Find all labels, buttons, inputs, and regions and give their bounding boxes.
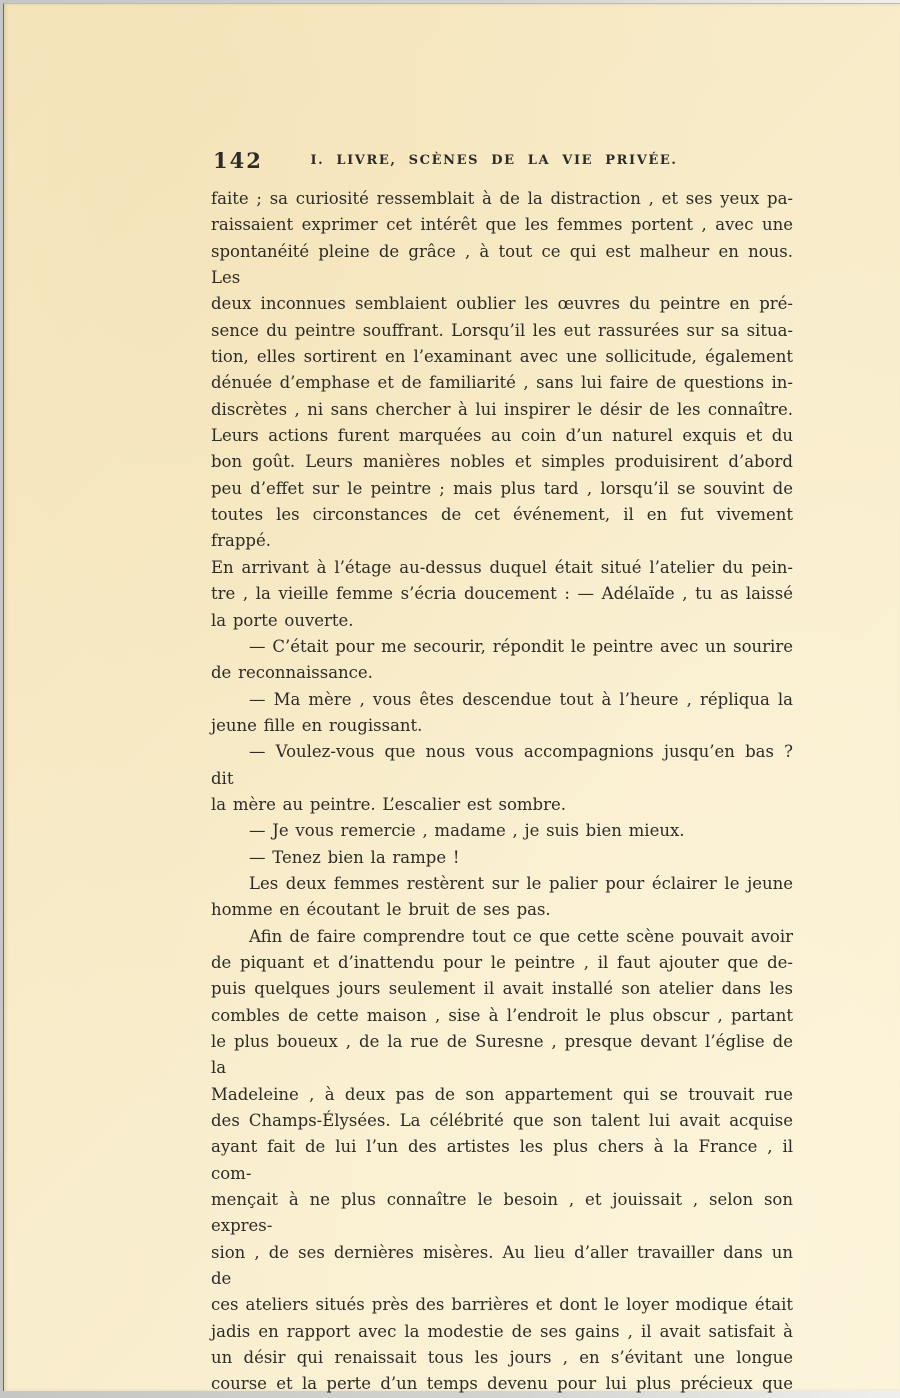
text-line: faite ; sa curiosité ressemblait à de la distraction , et ses yeux pa-: [211, 189, 793, 208]
text-line: — Tenez bien la rampe !: [249, 847, 460, 867]
paragraph: [211, 924, 793, 1398]
text-line: dénuée d’emphase et de familiarité , sans lui faire de questions in-: [211, 373, 793, 393]
text-line: — C’était pour me secourir, répondit le peintre avec un sourire: [249, 636, 793, 656]
text-line: de reconnaissance.: [211, 663, 373, 683]
paragraph: [211, 845, 793, 871]
text-line: sence du peintre souffrant. Lorsqu’il les eut rassurées sur sa situa-: [211, 320, 793, 340]
page-body-text: [211, 186, 793, 1398]
text-line: Madeleine , à deux pas de son appartement qui se trouvait rue: [211, 1084, 793, 1104]
text-line: raissaient exprimer cet intérêt que les femmes portent , avec une: [211, 215, 793, 235]
text-line: En arrivant à l’étage au-dessus duquel était situé l’atelier du pein-: [211, 557, 793, 577]
text-line: course et la perte d’un temps devenu pour lui plus précieux que: [211, 1374, 793, 1394]
running-header-title: I. LIVRE, SCÈNES DE LA VIE PRIVÉE.: [310, 153, 678, 168]
text-line: des Champs-Élysées. La célébrité que son talent lui avait acquise: [211, 1111, 793, 1131]
text-line: discrètes , ni sans chercher à lui inspirer le désir de les connaître.: [211, 399, 793, 419]
text-line: deux inconnues semblaient oublier les œuvres du peintre en pré-: [211, 294, 793, 314]
text-line: la mère au peintre. L’escalier est sombre.: [211, 794, 567, 814]
running-header: [211, 148, 793, 172]
paragraph: [211, 871, 793, 924]
text-line: Les deux femmes restèrent sur le palier pour éclairer le jeune: [249, 873, 793, 893]
text-line: combles de cette maison , sise à l’endroit le plus obscur , partant: [211, 1005, 793, 1025]
text-line: le plus boueux , de la rue de Suresne , presque devant l’église de la: [211, 1032, 793, 1078]
text-line: — Ma mère , vous êtes descendue tout à l’heure , répliqua la: [249, 689, 793, 709]
text-line: tion, elles sortirent en l’examinant avec une sollicitude, également: [211, 347, 793, 367]
text-line: bon goût. Leurs manières nobles et simples produisirent d’abord: [211, 452, 793, 472]
book-page: [3, 3, 900, 1394]
text-line: homme en écoutant le bruit de ses pas.: [211, 900, 551, 920]
text-line: Leurs actions furent marquées au coin d’un naturel exquis et du: [211, 426, 793, 446]
text-line: ayant fait de lui l’un des artistes les plus chers à la France , il com-: [211, 1137, 793, 1183]
text-line: peu d’effet sur le peintre ; mais plus tard , lorsqu’il se souvint de: [211, 478, 793, 498]
text-line: mençait à ne plus connaître le besoin , et jouissait , selon son expres-: [211, 1190, 793, 1236]
text-line: puis quelques jours seulement il avait installé son atelier dans les: [211, 979, 793, 999]
text-line: spontanéité pleine de grâce , à tout ce qui est malheur en nous. Les: [211, 241, 793, 288]
text-line: Afin de faire comprendre tout ce que cette scène pouvait avoir: [249, 926, 793, 946]
text-line: jeune fille en rougissant.: [211, 715, 423, 735]
paragraph: [211, 687, 793, 740]
text-column: [211, 148, 793, 1398]
text-line: la porte ouverte.: [211, 610, 354, 630]
text-line: ces ateliers situés près des barrières et dont le loyer modique était: [211, 1295, 793, 1315]
paragraph: [211, 739, 793, 818]
paragraph: [211, 634, 793, 687]
text-line: — Voulez-vous que nous vous accompagnions jusqu’en bas ? dit: [211, 742, 793, 788]
text-line: un désir qui renaissait tous les jours , en s’évitant une longue: [211, 1348, 793, 1368]
page-number: 142: [213, 148, 263, 173]
text-line: tre , la vieille femme s’écria doucement : — Adélaïde , tu as laissé: [211, 584, 793, 604]
text-line: sion , de ses dernières misères. Au lieu d’aller travailler dans un de: [211, 1242, 793, 1289]
paragraph: [211, 186, 793, 634]
text-line: de piquant et d’inattendu pour le peintre , il faut ajouter que de-: [211, 952, 793, 972]
paragraph: [211, 818, 793, 844]
text-line: jadis en rapport avec la modestie de ses gains , il avait satisfait à: [211, 1321, 793, 1341]
text-line: — Je vous remercie , madame , je suis bien mieux.: [249, 821, 685, 841]
text-line: toutes les circonstances de cet événement, il en fut vivement frappé.: [211, 505, 793, 551]
